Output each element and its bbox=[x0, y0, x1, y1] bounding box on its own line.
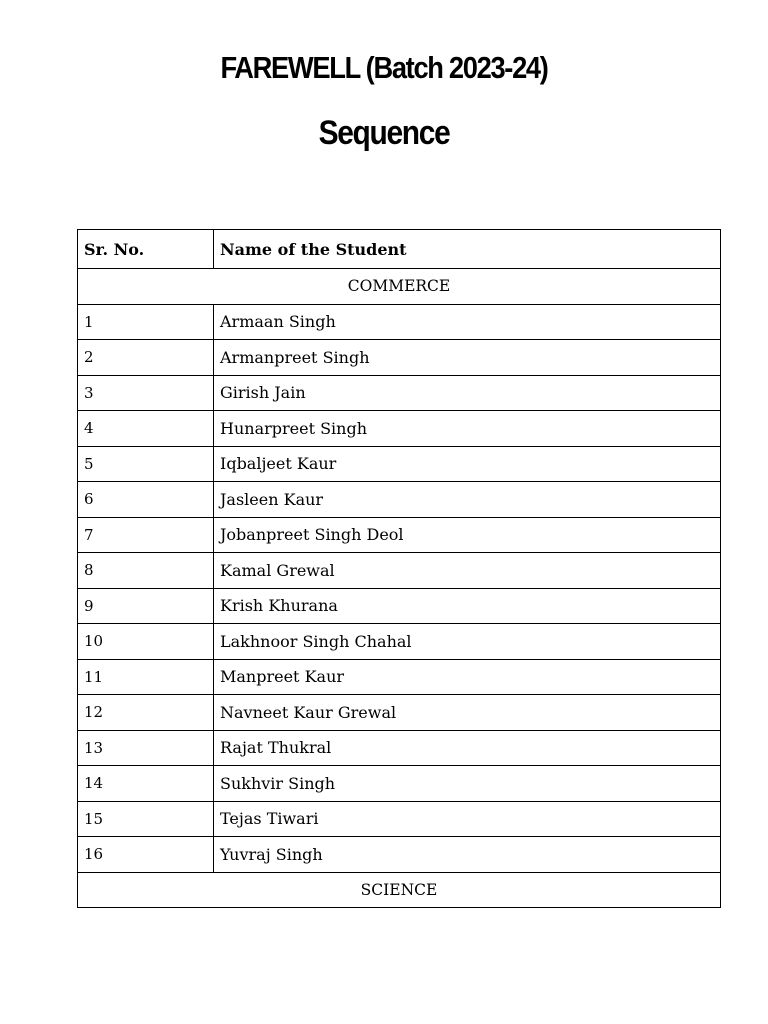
student-name-cell: Lakhnoor Singh Chahal bbox=[214, 624, 721, 660]
header-sr-no: Sr. No. bbox=[78, 230, 214, 269]
table-row bbox=[78, 766, 721, 802]
section-label: COMMERCE bbox=[78, 269, 721, 305]
student-name-cell: Manpreet Kaur bbox=[214, 659, 721, 695]
table-row bbox=[78, 730, 721, 766]
student-sequence-table bbox=[77, 229, 721, 908]
table-row bbox=[78, 375, 721, 411]
serial-number-cell: 3 bbox=[78, 375, 214, 411]
student-name-cell: Armanpreet Singh bbox=[214, 340, 721, 376]
table-row bbox=[78, 553, 721, 589]
serial-number-cell: 14 bbox=[78, 766, 214, 802]
table-row bbox=[78, 411, 721, 447]
serial-number-cell: 1 bbox=[78, 304, 214, 340]
serial-number-cell: 8 bbox=[78, 553, 214, 589]
student-name-cell: Tejas Tiwari bbox=[214, 801, 721, 837]
student-name-cell: Kamal Grewal bbox=[214, 553, 721, 589]
student-name-cell: Yuvraj Singh bbox=[214, 837, 721, 873]
student-name-cell: Hunarpreet Singh bbox=[214, 411, 721, 447]
serial-number-cell: 15 bbox=[78, 801, 214, 837]
section-label: SCIENCE bbox=[78, 872, 721, 908]
table-row bbox=[78, 695, 721, 731]
serial-number-cell: 4 bbox=[78, 411, 214, 447]
table-body bbox=[78, 269, 721, 908]
student-name-cell: Jobanpreet Singh Deol bbox=[214, 517, 721, 553]
serial-number-cell: 2 bbox=[78, 340, 214, 376]
table-row bbox=[78, 837, 721, 873]
serial-number-cell: 10 bbox=[78, 624, 214, 660]
table-row bbox=[78, 659, 721, 695]
table-header-row bbox=[78, 230, 721, 269]
serial-number-cell: 7 bbox=[78, 517, 214, 553]
page-title: FAREWELL (Batch 2023-24) bbox=[220, 50, 548, 85]
student-name-cell: Navneet Kaur Grewal bbox=[214, 695, 721, 731]
student-name-cell: Rajat Thukral bbox=[214, 730, 721, 766]
student-name-cell: Krish Khurana bbox=[214, 588, 721, 624]
page-subtitle: Sequence bbox=[318, 114, 450, 152]
student-name-cell: Armaan Singh bbox=[214, 304, 721, 340]
serial-number-cell: 13 bbox=[78, 730, 214, 766]
serial-number-cell: 6 bbox=[78, 482, 214, 518]
section-row-science bbox=[78, 872, 721, 908]
student-name-cell: Sukhvir Singh bbox=[214, 766, 721, 802]
header-student-name: Name of the Student bbox=[214, 230, 721, 269]
table-row bbox=[78, 340, 721, 376]
table-row bbox=[78, 482, 721, 518]
student-name-cell: Girish Jain bbox=[214, 375, 721, 411]
table-row bbox=[78, 304, 721, 340]
table-row bbox=[78, 446, 721, 482]
table-row bbox=[78, 801, 721, 837]
table-row bbox=[78, 588, 721, 624]
table-row bbox=[78, 624, 721, 660]
serial-number-cell: 9 bbox=[78, 588, 214, 624]
section-row-commerce bbox=[78, 269, 721, 305]
table-row bbox=[78, 517, 721, 553]
student-name-cell: Iqbaljeet Kaur bbox=[214, 446, 721, 482]
serial-number-cell: 12 bbox=[78, 695, 214, 731]
serial-number-cell: 16 bbox=[78, 837, 214, 873]
serial-number-cell: 11 bbox=[78, 659, 214, 695]
student-name-cell: Jasleen Kaur bbox=[214, 482, 721, 518]
serial-number-cell: 5 bbox=[78, 446, 214, 482]
